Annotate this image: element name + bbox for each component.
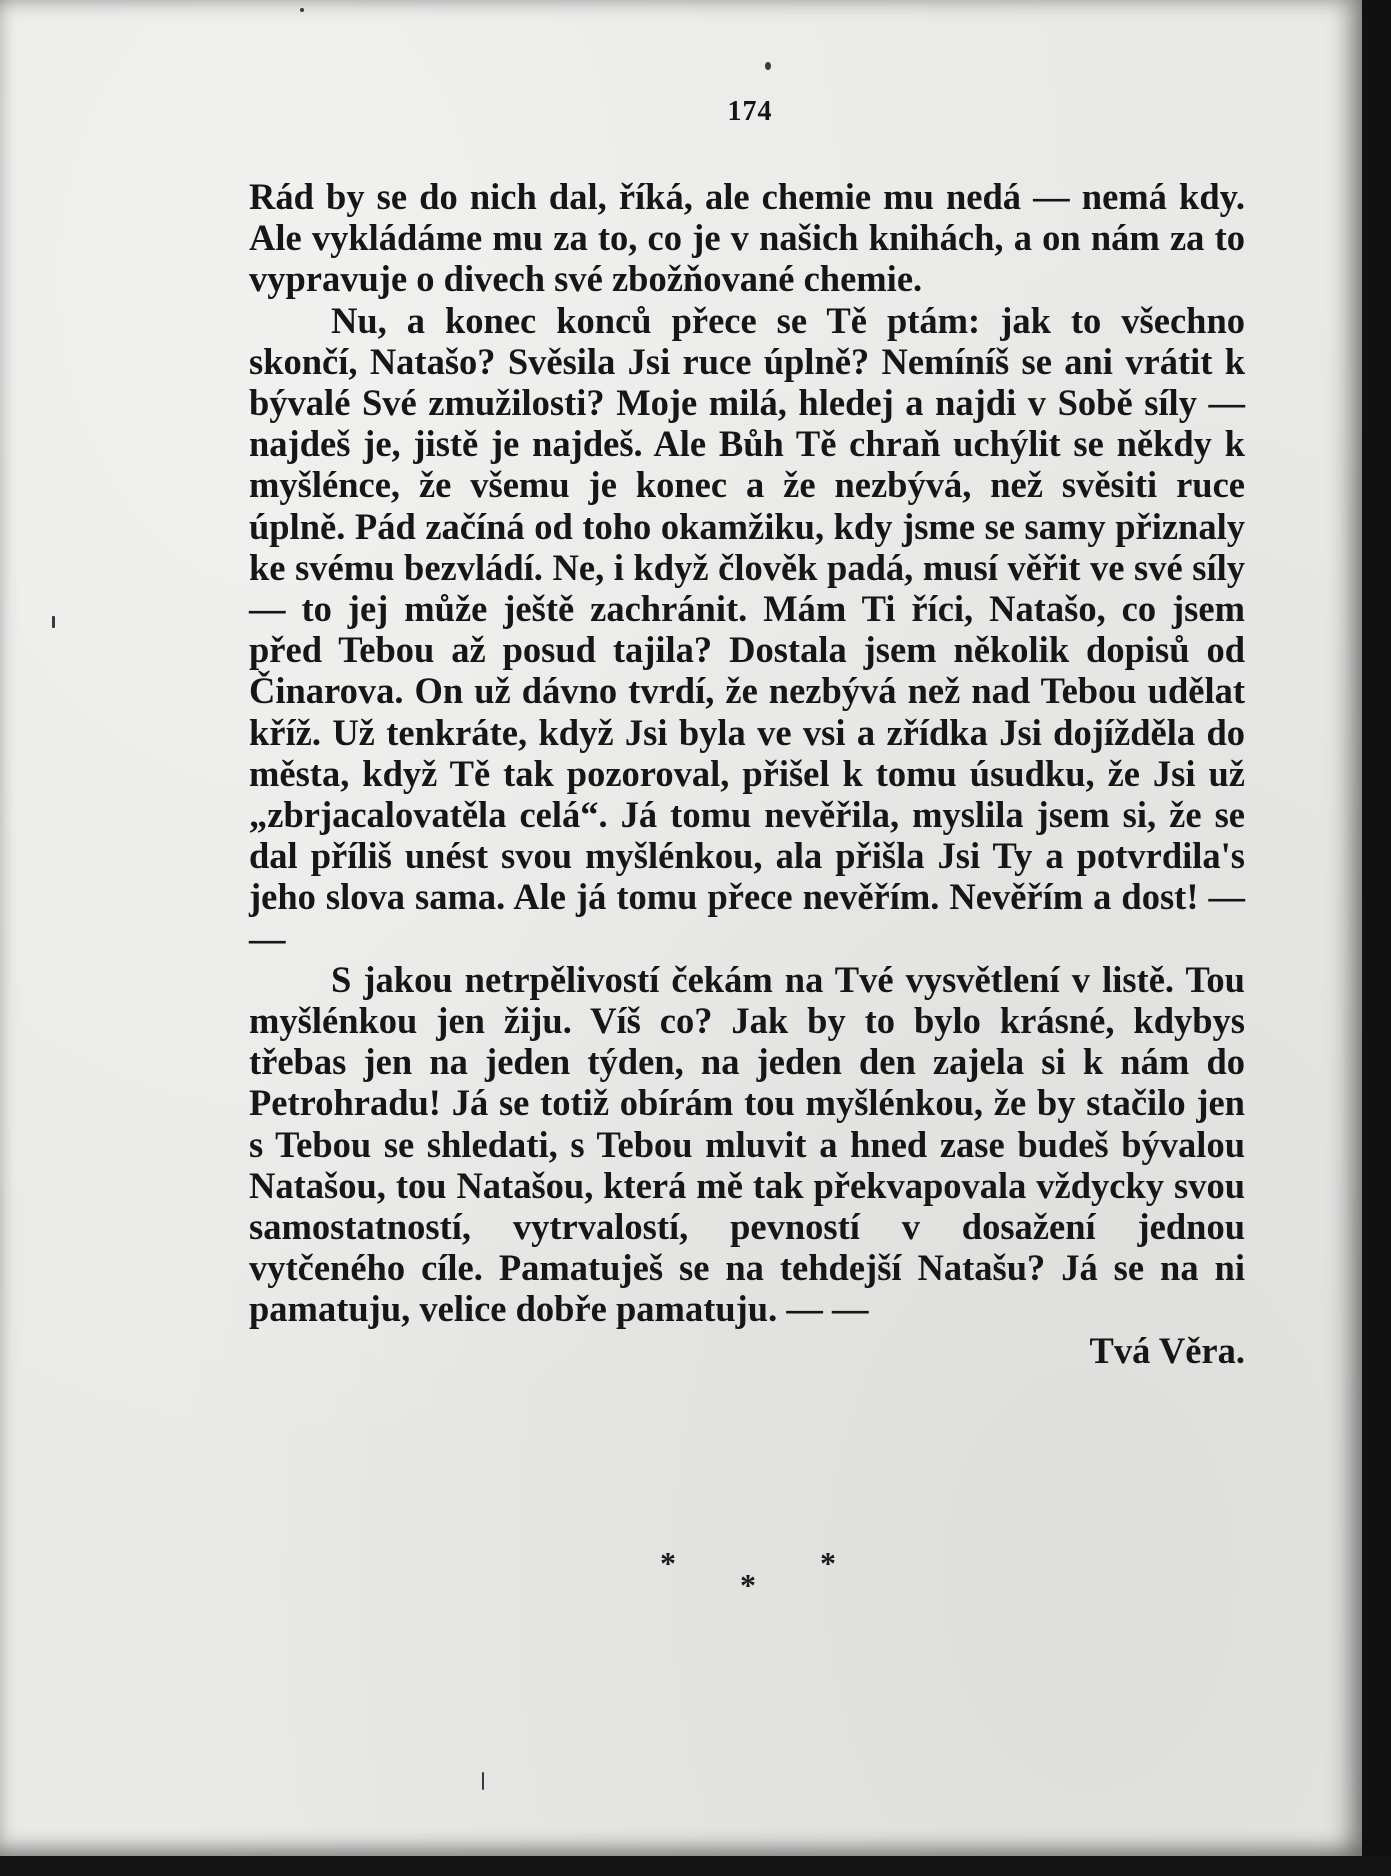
ink-speck xyxy=(52,616,55,628)
ink-speck xyxy=(482,1772,484,1790)
ink-speck xyxy=(765,62,771,70)
paragraph: Nu, a konec konců přece se Tě ptám: jak to všechno skončí, Natašo? Svěsila Jsi ruce úplně? Nemíníš se ani vrátit k bývalé Své zmužilosti? Moje milá, hledej a najdi v Sobě síly — najdeš je, jistě je najdeš. Ale Bůh Tě chraň uchýlit se někdy k myšlénce, že všemu je konec a že nezbývá, než svěsiti ruce úplně. Pád začíná od toho okamžiku, kdy jsme se samy přiznaly ke svému bezvládí. Ne, i když člověk padá, musí věřit ve své síly — to jej může ještě zachránit. Mám Ti říci, Natašo, co jsem před Tebou až posud tajila? Dostala jsem několik dopisů od Činarova. On už dávno tvrdí, že nezbývá než nad Tebou udělat kříž. Už tenkráte, když Jsi byla ve vsi a zřídka Jsi dojížděla do města, když Tě tak pozoroval, přišel k tomu úsudku, že Jsi už „zbrjacalovatěla celá“. Já tomu nevěřila, myslila jsem si, že se dal příliš unést svou myšlénkou, ala přišla Jsi Ty a potvrdila's jeho slova sama. Ale já tomu přece nevěřím. Nevěřím a dost! — — xyxy=(249,299,1245,959)
section-separator xyxy=(640,1545,860,1605)
paragraph: S jakou netrpělivostí čekám na Tvé vysvětlení v listě. Tou myšlénkou jen žiju. Víš co? Jak by to bylo krásné, kdybys třebas jen na jeden týden, na jeden den zajela si k nám do Petrohradu! Já se totiž obírám tou myšlénkou, že by stačilo jen s Tebou se shledati, s Tebou mluvit a hned zase budeš bývalou Natašou, tou Natašou, která mě tak překvapovala vždycky svou samostatností, vytrvalostí, pevností v dosažení jednou vytčeného cíle. Pamatuješ se na tehdejší Natašu? Já se na ni pamatuju, velice dobře pamatuju. — — xyxy=(249,958,1245,1330)
signature: Tvá Věra. xyxy=(1089,1329,1245,1371)
asterisk: * xyxy=(740,1567,756,1603)
scan-edge-right xyxy=(1362,0,1391,1876)
asterisk: * xyxy=(660,1545,676,1581)
body-text xyxy=(249,176,1245,1371)
paragraph: Rád by se do nich dal, říká, ale chemie mu nedá — nemá kdy. Ale vykládáme mu za to, co je v našich knihách, a on nám za to vypravuje o divech své zbožňované chemie. xyxy=(249,176,1245,300)
page-number: 174 xyxy=(727,96,773,127)
scan-edge-bottom xyxy=(0,1856,1391,1876)
ink-speck xyxy=(300,8,304,12)
asterisk: * xyxy=(820,1545,836,1581)
